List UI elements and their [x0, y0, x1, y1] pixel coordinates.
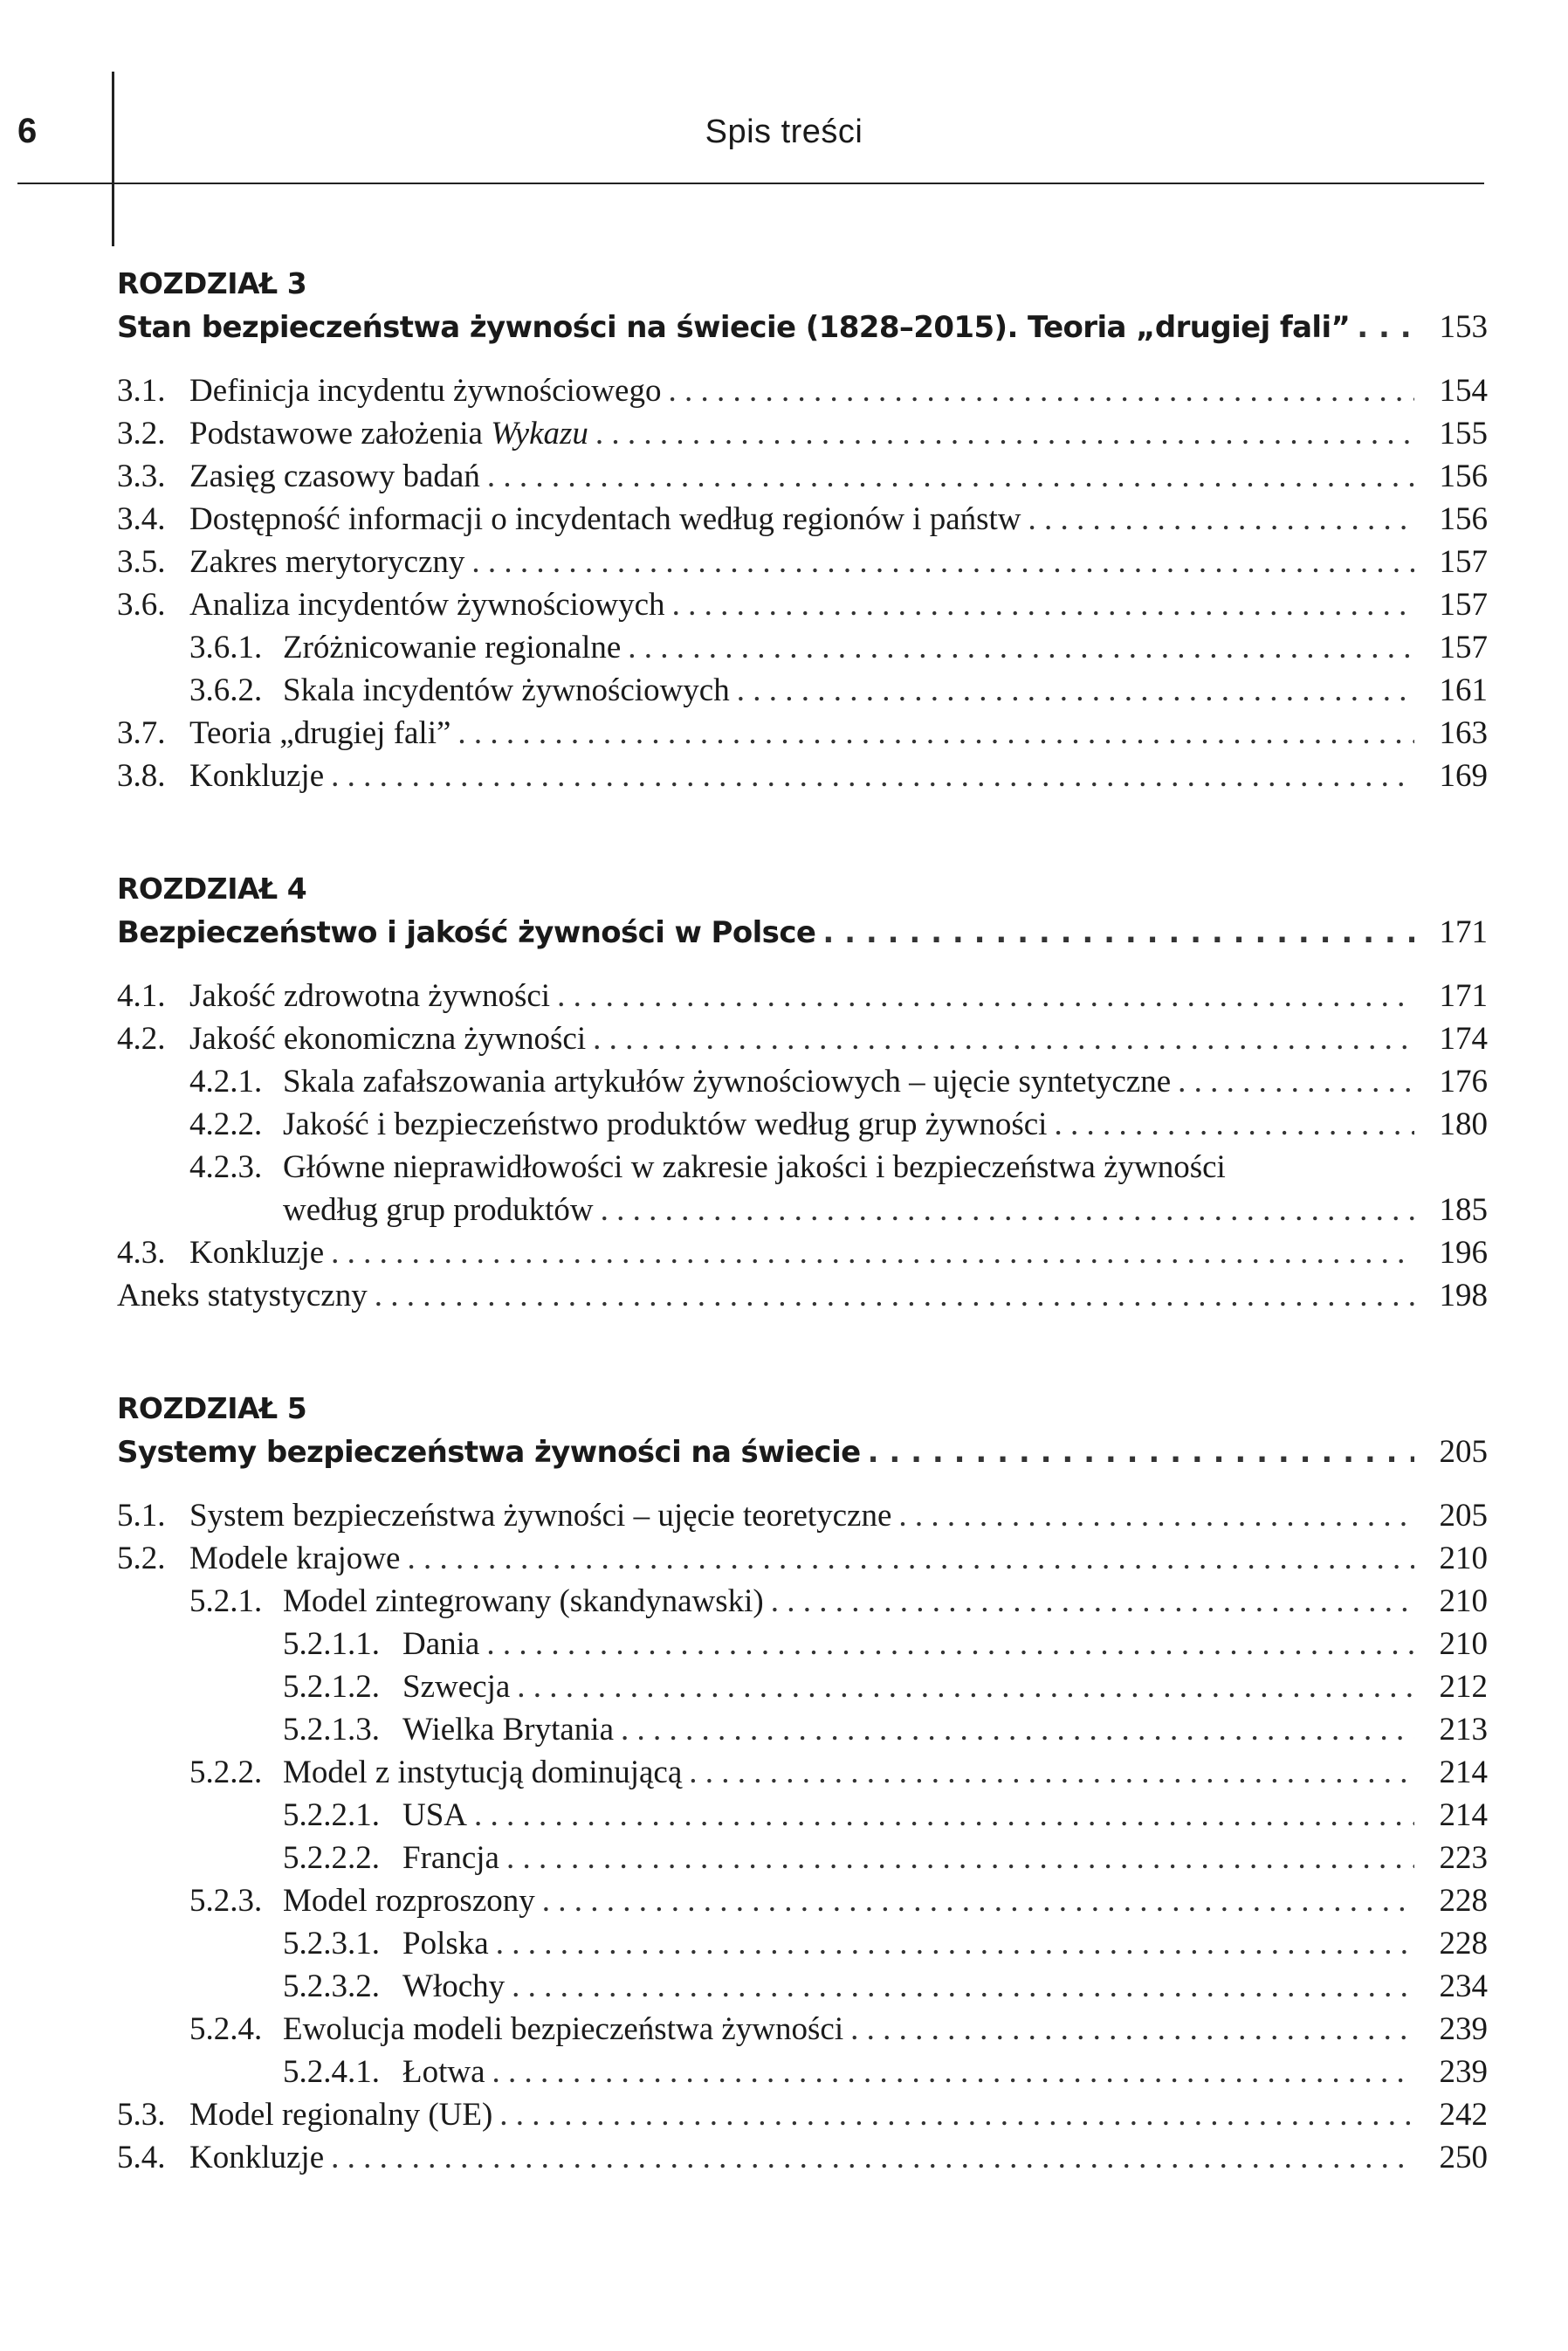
dot-leader: [868, 1431, 1414, 1474]
entry-number: 3.3.: [117, 458, 166, 494]
entry-number: 5.2.4.: [189, 2011, 263, 2047]
entry-number: 5.2.3.2.: [283, 1968, 380, 2004]
toc-entry[interactable]: [117, 755, 1488, 797]
chapter-title-row[interactable]: [117, 306, 1488, 348]
page-ref: 213: [1439, 1712, 1488, 1748]
toc-entry-continuation[interactable]: [117, 1189, 1488, 1231]
dot-leader: [628, 626, 1414, 669]
chapter-3: [117, 262, 1488, 797]
page-ref: 250: [1439, 2140, 1488, 2175]
entry-title: Modele krajowe: [189, 1541, 401, 1576]
entry-title: Podstawowe założenia Wykazu: [189, 416, 588, 452]
toc-entry[interactable]: [117, 2008, 1488, 2051]
toc-entry[interactable]: [117, 1580, 1488, 1623]
entry-title: Model zintegrowany (skandynawski): [283, 1583, 764, 1619]
chapter-label: ROZDZIAŁ 5: [117, 1391, 307, 1425]
toc-entry[interactable]: [117, 541, 1488, 583]
toc-entry[interactable]: [117, 1231, 1488, 1274]
entry-number: 5.3.: [117, 2097, 166, 2133]
page-ref: 234: [1439, 1968, 1488, 2004]
page-ref: 223: [1439, 1840, 1488, 1876]
entry-title: Francja: [402, 1840, 499, 1876]
entry-title: System bezpieczeństwa żywności – ujęcie teoretyczne: [189, 1498, 892, 1534]
page-ref: 212: [1439, 1669, 1488, 1705]
entry-title: Dostępność informacji o incydentach według regionów i państw: [189, 501, 1021, 537]
dot-leader: [1028, 498, 1414, 541]
dot-leader: [517, 1665, 1414, 1708]
toc-entry[interactable]: [117, 1060, 1488, 1103]
toc-entry[interactable]: [117, 455, 1488, 498]
dot-leader: [407, 1537, 1414, 1580]
page-ref: 210: [1439, 1583, 1488, 1619]
toc-entry[interactable]: [117, 712, 1488, 755]
toc-entry[interactable]: [117, 498, 1488, 541]
page-ref: 169: [1439, 758, 1488, 794]
entry-title: Konkluzje: [189, 758, 325, 794]
entry-number: 3.4.: [117, 501, 166, 537]
page-ref: 154: [1439, 373, 1488, 409]
toc-entry[interactable]: [117, 1965, 1488, 2008]
dot-leader: [492, 2051, 1414, 2093]
entry-number: 5.4.: [117, 2140, 166, 2175]
toc-entry[interactable]: [117, 1879, 1488, 1922]
toc-entry[interactable]: [117, 1837, 1488, 1879]
table-of-contents: [117, 262, 1488, 2249]
entry-title: Model regionalny (UE): [189, 2097, 493, 2133]
page-ref: 228: [1439, 1883, 1488, 1919]
toc-entry[interactable]: [117, 1623, 1488, 1665]
header-rule: [17, 183, 1484, 184]
page-ref: 157: [1439, 587, 1488, 623]
toc-entry[interactable]: [117, 1537, 1488, 1580]
dot-leader: [557, 975, 1414, 1017]
toc-entry[interactable]: [117, 1103, 1488, 1146]
chapter-4: [117, 867, 1488, 1317]
chapter-title: Stan bezpieczeństwa żywności na świecie (1828–2015). Teoria „drugiej fali”: [117, 310, 1351, 345]
entry-title: Dania: [402, 1626, 480, 1662]
dot-leader: [331, 2136, 1414, 2179]
entry-number: 3.6.2.: [189, 672, 263, 708]
dot-leader: [499, 2093, 1414, 2136]
toc-entry[interactable]: [117, 1017, 1488, 1060]
toc-entry[interactable]: [117, 1708, 1488, 1751]
page-ref: 205: [1439, 1434, 1488, 1470]
running-title: Spis treści: [705, 114, 863, 150]
dot-leader: [496, 1922, 1414, 1965]
dot-leader: [1357, 307, 1414, 349]
toc-entry[interactable]: [117, 1751, 1488, 1794]
entry-number: 4.1.: [117, 978, 166, 1014]
entry-title: Włochy: [402, 1968, 505, 2004]
dot-leader: [672, 583, 1414, 626]
italic-title: Wykazu: [491, 416, 588, 452]
entry-number: 5.1.: [117, 1498, 166, 1534]
toc-entry[interactable]: [117, 583, 1488, 626]
dot-leader: [771, 1580, 1414, 1623]
entry-title: Model z instytucją dominującą: [283, 1755, 683, 1790]
entry-number: 5.2.2.2.: [283, 1840, 380, 1876]
page-ref: 185: [1439, 1192, 1488, 1228]
toc-entry[interactable]: [117, 975, 1488, 1017]
chapter-title: Bezpieczeństwo i jakość żywności w Polsce: [117, 915, 816, 950]
page-ref: 210: [1439, 1541, 1488, 1576]
entry-title: Model rozproszony: [283, 1883, 535, 1919]
page-ref: 171: [1439, 978, 1488, 1014]
dot-leader: [668, 369, 1414, 412]
dot-leader: [737, 669, 1414, 712]
dot-leader: [593, 1017, 1414, 1060]
page-ref: 214: [1439, 1755, 1488, 1790]
toc-entry[interactable]: [117, 626, 1488, 669]
entry-number: 5.2.1.3.: [283, 1712, 380, 1748]
dot-leader: [512, 1965, 1414, 2008]
entry-number: 3.6.1.: [189, 630, 263, 665]
entry-number: 5.2.3.: [189, 1883, 263, 1919]
margin-rule: [112, 72, 114, 246]
entry-number: 5.2.2.: [189, 1755, 263, 1790]
page-ref: 239: [1439, 2054, 1488, 2090]
toc-entry[interactable]: [117, 2051, 1488, 2093]
dot-leader: [471, 541, 1414, 583]
toc-entry[interactable]: [117, 1794, 1488, 1837]
dot-leader: [595, 412, 1414, 455]
dot-leader: [486, 1623, 1414, 1665]
dot-leader: [621, 1708, 1414, 1751]
page-ref: 180: [1439, 1107, 1488, 1142]
entry-title: Główne nieprawidłowości w zakresie jakości i bezpieczeństwa żywności: [283, 1149, 1226, 1185]
page-ref: 242: [1439, 2097, 1488, 2133]
entry-title: Ewolucja modeli bezpieczeństwa żywności: [283, 2011, 844, 2047]
entry-title: Jakość ekonomiczna żywności: [189, 1021, 587, 1057]
dot-leader: [542, 1879, 1414, 1922]
entry-number: 4.3.: [117, 1235, 166, 1271]
entry-title: Łotwa: [402, 2054, 485, 2090]
entry-title: Szwecja: [402, 1669, 511, 1705]
dot-leader: [474, 1794, 1414, 1837]
entry-title: Polska: [402, 1926, 489, 1961]
entry-number: 5.2.3.1.: [283, 1926, 380, 1961]
entry-number: 3.2.: [117, 416, 166, 452]
entry-title: Jakość zdrowotna żywności: [189, 978, 551, 1014]
entry-title: Zróżnicowanie regionalne: [283, 630, 622, 665]
entry-title: Zakres merytoryczny: [189, 544, 465, 580]
dot-leader: [487, 455, 1414, 498]
dot-leader: [822, 912, 1414, 955]
entry-title-continued: według grup produktów: [283, 1192, 594, 1228]
entry-title: Skala zafałszowania artykułów żywnościowych – ujęcie syntetyczne: [283, 1064, 1172, 1100]
page-number: 6: [17, 112, 38, 150]
chapter-label: ROZDZIAŁ 4: [117, 872, 307, 906]
entry-number: 3.5.: [117, 544, 166, 580]
toc-entry-appendix[interactable]: [117, 1274, 1488, 1317]
dot-leader: [689, 1751, 1414, 1794]
page-ref: 157: [1439, 630, 1488, 665]
page-ref: 239: [1439, 2011, 1488, 2047]
entry-title: Aneks statystyczny: [117, 1278, 368, 1313]
page-ref: 171: [1439, 914, 1488, 950]
entry-number: 4.2.3.: [189, 1149, 263, 1185]
chapter-title-row[interactable]: [117, 1431, 1488, 1473]
page-ref: 174: [1439, 1021, 1488, 1057]
dot-leader: [331, 1231, 1414, 1274]
entry-title: Konkluzje: [189, 2140, 325, 2175]
page-ref: 196: [1439, 1235, 1488, 1271]
entry-number: 5.2.1.: [189, 1583, 263, 1619]
entry-number: 3.7.: [117, 715, 166, 751]
toc-entry[interactable]: [117, 2093, 1488, 2136]
dot-leader: [331, 755, 1414, 797]
dot-leader: [506, 1837, 1414, 1879]
page-ref: 156: [1439, 501, 1488, 537]
entry-title: Analiza incydentów żywnościowych: [189, 587, 665, 623]
entry-number: 5.2.1.1.: [283, 1626, 380, 1662]
chapter-5: [117, 1387, 1488, 2179]
entry-title: Definicja incydentu żywnościowego: [189, 373, 662, 409]
toc-entry[interactable]: [117, 1922, 1488, 1965]
entry-title: Teoria „drugiej fali”: [189, 715, 451, 751]
entry-number: 5.2.2.1.: [283, 1797, 380, 1833]
page-ref: 228: [1439, 1926, 1488, 1961]
entry-title: Zasięg czasowy badań: [189, 458, 480, 494]
entry-number: 3.6.: [117, 587, 166, 623]
page-ref: 210: [1439, 1626, 1488, 1662]
page-ref: 156: [1439, 458, 1488, 494]
dot-leader: [1054, 1103, 1414, 1146]
page-ref: 161: [1439, 672, 1488, 708]
page-ref: 214: [1439, 1797, 1488, 1833]
entry-title: Konkluzje: [189, 1235, 325, 1271]
page-ref: 153: [1439, 309, 1488, 345]
entry-title: Wielka Brytania: [402, 1712, 614, 1748]
dot-leader: [457, 712, 1414, 755]
toc-entry[interactable]: [117, 1494, 1488, 1537]
entry-number: 3.8.: [117, 758, 166, 794]
toc-entry[interactable]: [117, 412, 1488, 455]
chapter-label: ROZDZIAŁ 3: [117, 266, 307, 300]
entry-number: 5.2.: [117, 1541, 166, 1576]
chapter-title-row[interactable]: [117, 911, 1488, 954]
entry-number: 4.2.2.: [189, 1107, 263, 1142]
page-ref: 176: [1439, 1064, 1488, 1100]
toc-entry[interactable]: [117, 1665, 1488, 1708]
toc-entry-multiline[interactable]: [117, 1146, 1488, 1189]
dot-leader: [850, 2008, 1414, 2051]
entry-number: 3.1.: [117, 373, 166, 409]
dot-leader: [601, 1189, 1414, 1231]
dot-leader: [898, 1494, 1414, 1537]
entry-number: 4.2.: [117, 1021, 166, 1057]
entry-title: USA: [402, 1797, 468, 1833]
page-ref: 198: [1439, 1278, 1488, 1313]
page-ref: 157: [1439, 544, 1488, 580]
entry-number: 5.2.4.1.: [283, 2054, 380, 2090]
entry-number: 4.2.1.: [189, 1064, 263, 1100]
page-ref: 155: [1439, 416, 1488, 452]
chapter-title: Systemy bezpieczeństwa żywności na świecie: [117, 1435, 861, 1470]
entry-title: Jakość i bezpieczeństwo produktów według grup żywności: [283, 1107, 1048, 1142]
dot-leader: [1178, 1060, 1414, 1103]
toc-entry[interactable]: [117, 2136, 1488, 2179]
dot-leader: [375, 1274, 1414, 1317]
page-ref: 163: [1439, 715, 1488, 751]
page-ref: 205: [1439, 1498, 1488, 1534]
toc-entry[interactable]: [117, 669, 1488, 712]
entry-number: 5.2.1.2.: [283, 1669, 380, 1705]
entry-title: Skala incydentów żywnościowych: [283, 672, 730, 708]
toc-entry[interactable]: [117, 369, 1488, 412]
